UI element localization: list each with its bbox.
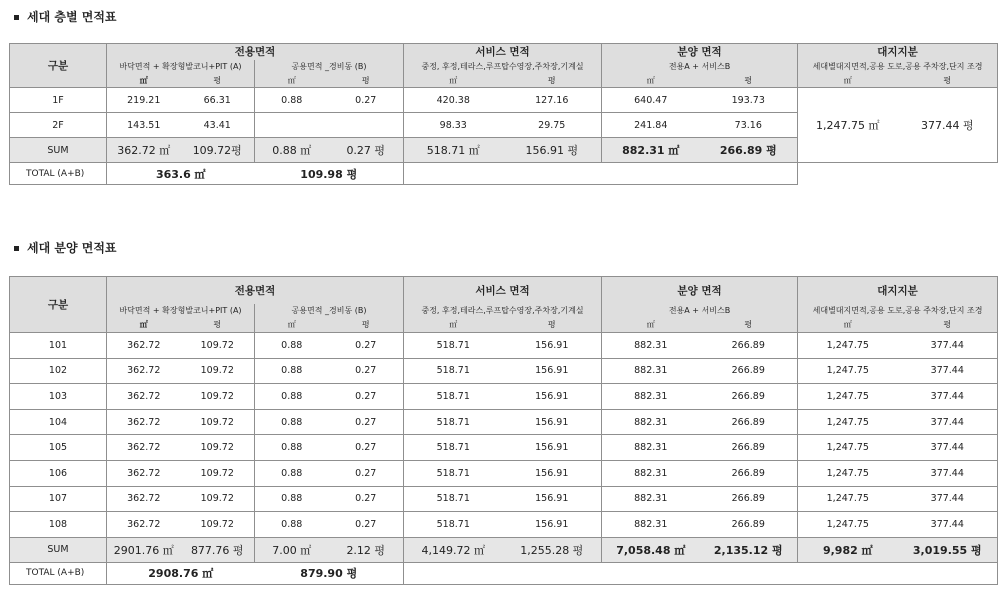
- cell: 156.91: [503, 333, 602, 359]
- total-empty: [404, 163, 798, 185]
- row-label: 1F: [10, 88, 107, 113]
- cell: 362.72: [107, 333, 181, 359]
- land-m2-cell: 1,247.75 ㎡: [798, 88, 898, 163]
- cell: 109.72: [181, 435, 255, 461]
- header-land-sub: 세대별대지면적,공용 도로,공용 주차장,단지 조경: [798, 304, 998, 318]
- bullet-icon: [14, 15, 19, 20]
- row-label: 108: [10, 512, 107, 538]
- cell: 420.38: [404, 88, 503, 113]
- unit-m2: ㎡: [798, 318, 898, 333]
- cell: 518.71: [404, 460, 503, 486]
- cell: 0.27: [329, 409, 404, 435]
- unit-py: 평: [503, 318, 602, 333]
- cell: 0.88: [255, 333, 329, 359]
- total-empty: [404, 562, 998, 584]
- cell: 882.31: [602, 435, 700, 461]
- cell: 2,135.12 평: [700, 537, 798, 562]
- cell: 7.00 ㎡: [255, 537, 329, 562]
- cell: 0.88: [255, 435, 329, 461]
- table-row: [10, 358, 998, 384]
- unit-m2: ㎡: [404, 318, 503, 333]
- total-py: 879.90 평: [255, 562, 404, 584]
- cell: 518.71: [404, 384, 503, 410]
- cell: 0.88: [255, 358, 329, 384]
- cell: [329, 113, 404, 138]
- table-row: [10, 384, 998, 410]
- row-label: 107: [10, 486, 107, 512]
- cell: 1,247.75: [798, 333, 898, 359]
- header-sale: 분양 면적: [602, 44, 798, 60]
- cell: 518.71 ㎡: [404, 138, 503, 163]
- row-label: 106: [10, 460, 107, 486]
- row-label: 101: [10, 333, 107, 359]
- cell: 109.72: [181, 333, 255, 359]
- cell: 1,247.75: [798, 460, 898, 486]
- table-row: [10, 333, 998, 359]
- table-row: [10, 88, 998, 113]
- cell: 362.72: [107, 409, 181, 435]
- unit-py: 평: [700, 318, 798, 333]
- cell: 98.33: [404, 113, 503, 138]
- cell: 362.72: [107, 384, 181, 410]
- header-service: 서비스 면적: [404, 277, 602, 304]
- cell: 377.44: [898, 409, 998, 435]
- cell: 156.91: [503, 435, 602, 461]
- unit-py: 평: [700, 74, 798, 88]
- cell: 2901.76 ㎡: [107, 537, 181, 562]
- unit-m2: ㎡: [798, 74, 898, 88]
- cell: 0.88: [255, 460, 329, 486]
- cell: 1,255.28 평: [503, 537, 602, 562]
- cell: 266.89: [700, 460, 798, 486]
- cell: 882.31 ㎡: [602, 138, 700, 163]
- cell: 0.88: [255, 384, 329, 410]
- cell: 877.76 평: [181, 537, 255, 562]
- header-exclusive-sub-b: 공용면적 _경비동 (B): [255, 304, 404, 318]
- cell: 43.41: [181, 113, 255, 138]
- header-sale-sub: 전용A + 서비스B: [602, 60, 798, 74]
- header-sale: 분양 면적: [602, 277, 798, 304]
- cell: 0.27: [329, 358, 404, 384]
- row-label: 104: [10, 409, 107, 435]
- bullet-icon: [14, 246, 19, 251]
- cell: 143.51: [107, 113, 181, 138]
- cell: 377.44: [898, 384, 998, 410]
- total-label: TOTAL (A+B): [10, 163, 107, 185]
- cell: 109.72: [181, 409, 255, 435]
- total-row: [10, 163, 998, 185]
- sum-row: [10, 537, 998, 562]
- cell: 266.89: [700, 435, 798, 461]
- cell: 156.91 평: [503, 138, 602, 163]
- header-service-sub: 중정, 후정,테라스,루프탑수영장,주차장,기계실: [404, 304, 602, 318]
- total-blank: [798, 163, 998, 185]
- total-row: [10, 562, 998, 584]
- header-exclusive: 전용면적: [107, 44, 404, 60]
- table-row: [10, 486, 998, 512]
- table-row: [10, 409, 998, 435]
- unit-py: 평: [181, 318, 255, 333]
- cell: 193.73: [700, 88, 798, 113]
- cell: 3,019.55 평: [898, 537, 998, 562]
- cell: 266.89: [700, 333, 798, 359]
- header-sale-sub: 전용A + 서비스B: [602, 304, 798, 318]
- cell: 241.84: [602, 113, 700, 138]
- header-land: 대지지분: [798, 277, 998, 304]
- cell: 362.72 ㎡: [107, 138, 181, 163]
- cell: 1,247.75: [798, 512, 898, 538]
- unit-m2: ㎡: [602, 318, 700, 333]
- cell: 362.72: [107, 435, 181, 461]
- header-exclusive-sub-a: 바닥면적 + 확장형발코니+PIT (A): [107, 60, 255, 74]
- cell: 109.72: [181, 460, 255, 486]
- unit-py: 평: [898, 318, 998, 333]
- cell: 0.88: [255, 512, 329, 538]
- header-land-sub: 세대별대지면적,공용 도로,공용 주차장,단지 조경: [798, 60, 998, 74]
- cell: 1,247.75: [798, 409, 898, 435]
- cell: 0.88 ㎡: [255, 138, 329, 163]
- cell: 156.91: [503, 460, 602, 486]
- unit-py: 평: [329, 74, 404, 88]
- section2-title-text: 세대 분양 면적표: [27, 241, 117, 255]
- cell: 882.31: [602, 384, 700, 410]
- cell: 266.89: [700, 486, 798, 512]
- cell: 377.44: [898, 435, 998, 461]
- cell: 362.72: [107, 486, 181, 512]
- land-py-cell: 377.44 평: [898, 88, 998, 163]
- cell: 0.88: [255, 88, 329, 113]
- section1-title-text: 세대 층별 면적표: [27, 10, 117, 24]
- cell: 377.44: [898, 486, 998, 512]
- unit-m2: ㎡: [107, 318, 181, 333]
- cell: 0.27: [329, 88, 404, 113]
- total-m2: 363.6 ㎡: [107, 163, 255, 185]
- cell: 0.27: [329, 333, 404, 359]
- cell: 109.72: [181, 486, 255, 512]
- header-gubun: 구분: [10, 277, 107, 333]
- cell: 1,247.75: [798, 358, 898, 384]
- header-land: 대지지분: [798, 44, 998, 60]
- cell: 0.27: [329, 486, 404, 512]
- cell: 266.89: [700, 358, 798, 384]
- unit-m2: ㎡: [602, 74, 700, 88]
- cell: 73.16: [700, 113, 798, 138]
- cell: 156.91: [503, 409, 602, 435]
- cell: 518.71: [404, 358, 503, 384]
- table-row: [10, 435, 998, 461]
- cell: 882.31: [602, 409, 700, 435]
- cell: [255, 113, 329, 138]
- cell: 1,247.75: [798, 486, 898, 512]
- row-label: 2F: [10, 113, 107, 138]
- cell: 518.71: [404, 486, 503, 512]
- cell: 377.44: [898, 460, 998, 486]
- cell: 7,058.48 ㎡: [602, 537, 700, 562]
- cell: 518.71: [404, 333, 503, 359]
- cell: 9,982 ㎡: [798, 537, 898, 562]
- header-gubun: 구분: [10, 44, 107, 88]
- total-py: 109.98 평: [255, 163, 404, 185]
- cell: 0.27: [329, 384, 404, 410]
- cell: 266.89 평: [700, 138, 798, 163]
- section1-title: [14, 8, 117, 25]
- cell: 882.31: [602, 460, 700, 486]
- cell: 882.31: [602, 512, 700, 538]
- header-exclusive: 전용면적: [107, 277, 404, 304]
- cell: 29.75: [503, 113, 602, 138]
- floor-area-table: [9, 43, 998, 185]
- cell: 109.72평: [181, 138, 255, 163]
- row-label: 102: [10, 358, 107, 384]
- header-exclusive-sub-b: 공용면적 _경비동 (B): [255, 60, 404, 74]
- cell: 362.72: [107, 512, 181, 538]
- section2-title: [14, 239, 117, 256]
- cell: 518.71: [404, 435, 503, 461]
- cell: 362.72: [107, 460, 181, 486]
- cell: 377.44: [898, 512, 998, 538]
- cell: 518.71: [404, 409, 503, 435]
- cell: 109.72: [181, 512, 255, 538]
- cell: 127.16: [503, 88, 602, 113]
- cell: 266.89: [700, 384, 798, 410]
- cell: 66.31: [181, 88, 255, 113]
- cell: 156.91: [503, 358, 602, 384]
- unit-py: 평: [329, 318, 404, 333]
- unit-m2: ㎡: [404, 74, 503, 88]
- cell: 518.71: [404, 512, 503, 538]
- header-service: 서비스 면적: [404, 44, 602, 60]
- row-label: 105: [10, 435, 107, 461]
- cell: 4,149.72 ㎡: [404, 537, 503, 562]
- unit-py: 평: [503, 74, 602, 88]
- cell: 362.72: [107, 358, 181, 384]
- cell: 882.31: [602, 358, 700, 384]
- total-m2: 2908.76 ㎡: [107, 562, 255, 584]
- table-row: [10, 512, 998, 538]
- cell: 0.27 평: [329, 138, 404, 163]
- cell: 377.44: [898, 333, 998, 359]
- cell: 0.88: [255, 486, 329, 512]
- cell: 266.89: [700, 409, 798, 435]
- unit-m2: ㎡: [255, 318, 329, 333]
- cell: 640.47: [602, 88, 700, 113]
- cell: 109.72: [181, 358, 255, 384]
- cell: 882.31: [602, 333, 700, 359]
- cell: 377.44: [898, 358, 998, 384]
- cell: 156.91: [503, 512, 602, 538]
- cell: 109.72: [181, 384, 255, 410]
- cell: 0.27: [329, 512, 404, 538]
- unit-m2: ㎡: [107, 74, 181, 88]
- row-label: SUM: [10, 138, 107, 163]
- cell: 0.27: [329, 435, 404, 461]
- cell: 266.89: [700, 512, 798, 538]
- row-label: 103: [10, 384, 107, 410]
- unit-sale-area-table: [9, 276, 998, 585]
- cell: 882.31: [602, 486, 700, 512]
- total-label: TOTAL (A+B): [10, 562, 107, 584]
- header-exclusive-sub-a: 바닥면적 + 확장형발코니+PIT (A): [107, 304, 255, 318]
- unit-m2: ㎡: [255, 74, 329, 88]
- table-row: [10, 460, 998, 486]
- cell: 0.88: [255, 409, 329, 435]
- cell: 219.21: [107, 88, 181, 113]
- cell: 1,247.75: [798, 384, 898, 410]
- cell: 2.12 평: [329, 537, 404, 562]
- cell: 156.91: [503, 486, 602, 512]
- cell: 0.27: [329, 460, 404, 486]
- cell: 156.91: [503, 384, 602, 410]
- cell: 1,247.75: [798, 435, 898, 461]
- row-label: SUM: [10, 537, 107, 562]
- header-service-sub: 중정, 후정,테라스,루프탑수영장,주차장,기계실: [404, 60, 602, 74]
- unit-py: 평: [898, 74, 998, 88]
- unit-py: 평: [181, 74, 255, 88]
